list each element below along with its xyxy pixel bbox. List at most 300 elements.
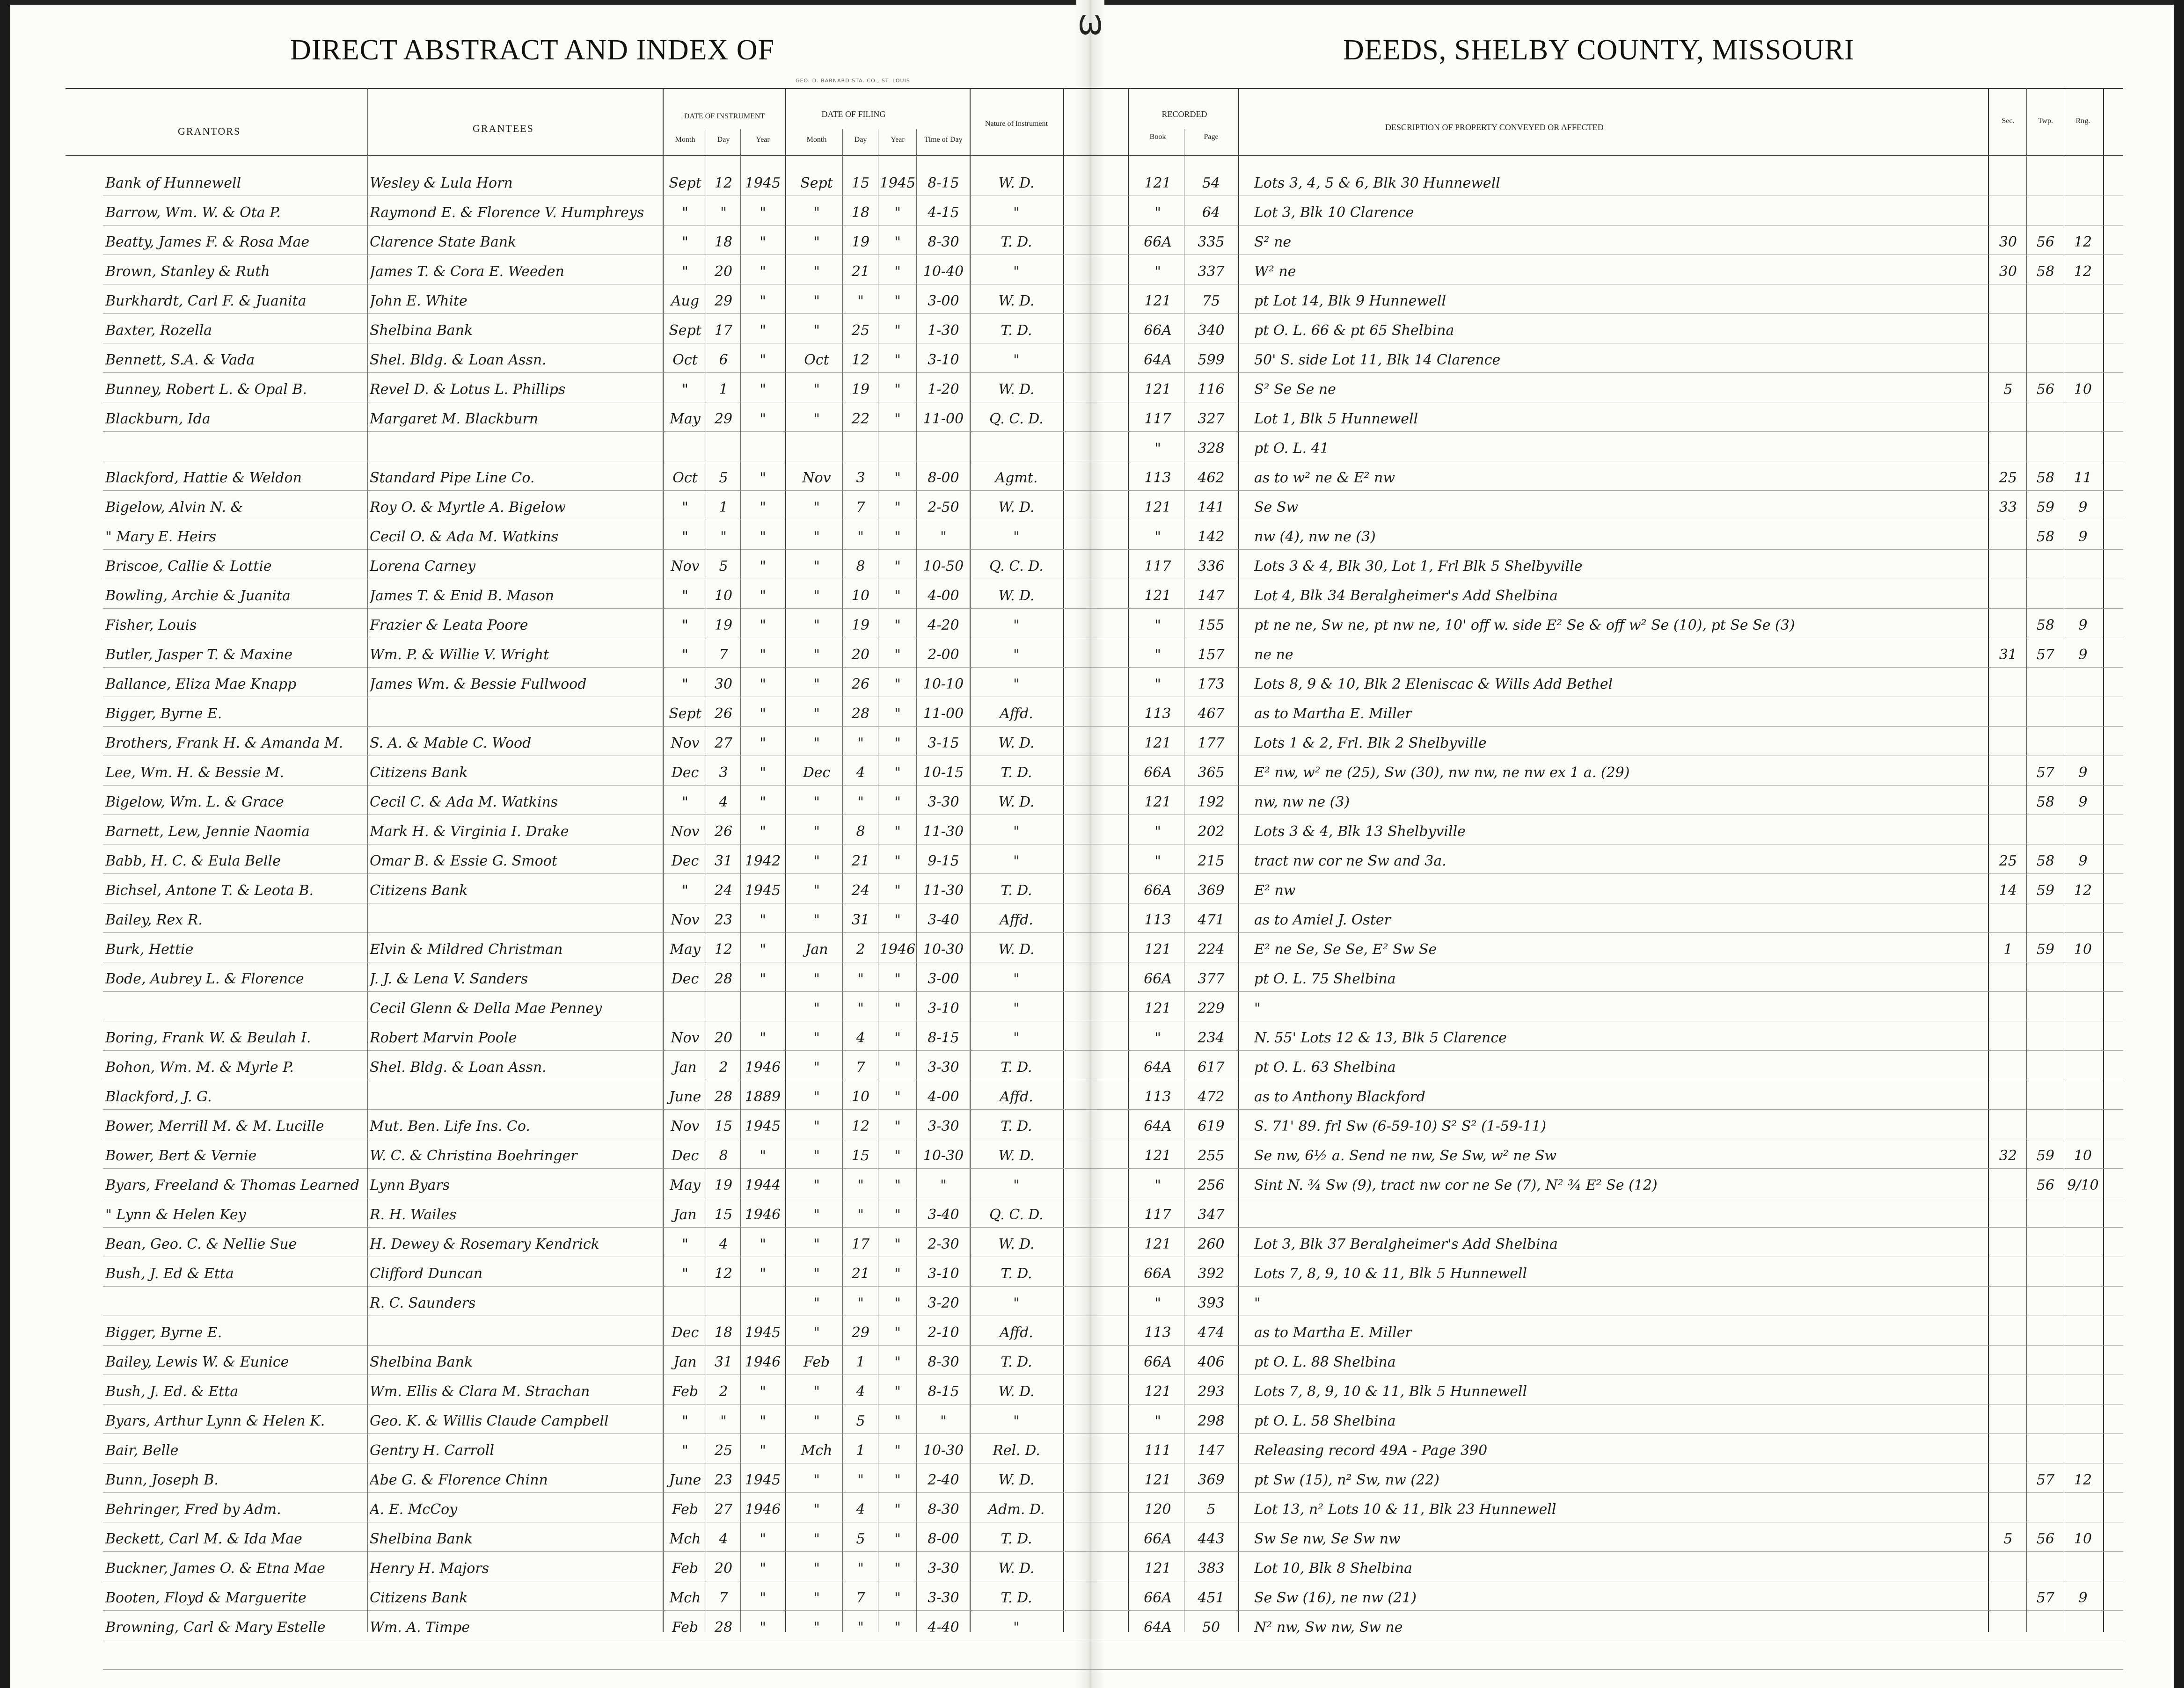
entry-iyr: 1945	[745, 1324, 781, 1341]
entry-book: 66A	[1144, 234, 1172, 250]
entry-fday: 15	[851, 1148, 870, 1164]
entry-page: 147	[1198, 1442, 1225, 1459]
entry-book: 64A	[1144, 1118, 1172, 1135]
entry-iyr: 1944	[745, 1177, 781, 1193]
entry-imon: Feb	[672, 1619, 699, 1636]
entry-grantee: James T. & Cora E. Weeden	[370, 263, 564, 280]
ledger-entry	[0, 822, 2184, 844]
entry-desc: Sint N. ¾ Sw (9), tract nw cor ne Se (7), N² ¾ E² Se (12)	[1254, 1177, 1658, 1193]
entry-book: 117	[1144, 1207, 1171, 1223]
entry-desc: W² ne	[1254, 263, 1296, 280]
entry-nature: "	[1013, 204, 1020, 221]
col-header-grantors: GRANTORS	[178, 125, 241, 137]
ledger-entry	[0, 999, 2184, 1021]
entry-fday: 12	[851, 352, 870, 368]
entry-grantee: Mark H. & Virginia I. Drake	[370, 823, 569, 840]
entry-rng: 9	[2078, 1590, 2088, 1606]
entry-iday: 23	[714, 1472, 733, 1488]
entry-book: "	[1154, 676, 1161, 692]
ledger-entry	[0, 881, 2184, 903]
entry-page: 157	[1198, 647, 1225, 663]
entry-grantor: Bigger, Byrne E.	[105, 706, 222, 722]
entry-nature: T. D.	[1001, 322, 1032, 339]
entry-grantee: Shelbina Bank	[370, 1531, 473, 1547]
entry-fmon: "	[813, 794, 820, 810]
entry-twp: 59	[2036, 941, 2055, 958]
entry-fyr: "	[894, 706, 901, 722]
entry-fyr: "	[894, 234, 901, 250]
entry-grantor: Bennett, S.A. & Vada	[105, 352, 255, 368]
entry-page: 336	[1198, 558, 1225, 575]
entry-time: 10-40	[923, 263, 964, 280]
entry-sec: 30	[1999, 263, 2017, 280]
entry-book: 64A	[1144, 352, 1172, 368]
entry-grantor: Butler, Jasper T. & Maxine	[105, 647, 293, 663]
entry-grantee: Lorena Carney	[370, 558, 476, 575]
entry-grantor: Brothers, Frank H. & Amanda M.	[105, 735, 343, 751]
entry-desc: Se nw, 6½ a. Send ne nw, Se Sw, w² ne Sw	[1254, 1148, 1557, 1164]
entry-page: 173	[1198, 676, 1225, 692]
entry-iday: 6	[719, 352, 728, 368]
entry-fday: 22	[851, 411, 870, 427]
entry-page: 255	[1198, 1148, 1225, 1164]
entry-imon: "	[682, 1442, 688, 1459]
entry-desc: nw, nw ne (3)	[1254, 794, 1350, 810]
entry-nature: T. D.	[1001, 1354, 1032, 1370]
entry-fyr: "	[894, 529, 901, 545]
entry-page: 116	[1198, 381, 1225, 398]
entry-fmon: "	[813, 706, 820, 722]
entry-nature: T. D.	[1001, 764, 1032, 781]
entry-iyr: "	[760, 1619, 766, 1636]
entry-desc: Se Sw (16), ne nw (21)	[1254, 1590, 1417, 1606]
entry-page: 369	[1198, 1472, 1225, 1488]
entry-fday: 18	[851, 204, 870, 221]
entry-grantee: Cecil O. & Ada M. Watkins	[370, 529, 559, 545]
entry-grantee: Roy O. & Myrtle A. Bigelow	[370, 499, 566, 516]
entry-rng: 9	[2078, 794, 2088, 810]
entry-fday: 4	[856, 1030, 865, 1046]
entry-page: 335	[1198, 234, 1225, 250]
ledger-entry	[0, 1117, 2184, 1139]
entry-iday: 5	[719, 470, 728, 486]
entry-page: 224	[1198, 941, 1225, 958]
entry-book: 121	[1144, 588, 1171, 604]
entry-fyr: "	[894, 676, 901, 692]
entry-desc: Lots 1 & 2, Frl. Blk 2 Shelbyville	[1254, 735, 1487, 751]
col-header-date-instrument: DATE OF INSTRUMENT	[684, 112, 765, 120]
entry-twp: 57	[2036, 764, 2055, 781]
entry-grantor: Bode, Aubrey L. & Florence	[105, 971, 304, 987]
entry-grantor: Bigelow, Wm. L. & Grace	[105, 794, 284, 810]
entry-fmon: "	[813, 1118, 820, 1135]
entry-imon: Dec	[671, 1324, 699, 1341]
entry-book: "	[1154, 617, 1161, 633]
entry-grantee: Citizens Bank	[370, 1590, 468, 1606]
entry-nature: T. D.	[1001, 1590, 1032, 1606]
entry-desc: Lot 13, n² Lots 10 & 11, Blk 23 Hunnewell	[1254, 1501, 1556, 1518]
entry-desc: Lot 4, Blk 34 Beralgheimer's Add Shelbina	[1254, 588, 1558, 604]
entry-page: 202	[1198, 823, 1225, 840]
entry-grantor: Browning, Carl & Mary Estelle	[105, 1619, 326, 1636]
entry-book: 66A	[1144, 1590, 1172, 1606]
entry-grantor: Bailey, Lewis W. & Eunice	[105, 1354, 289, 1370]
entry-iday: 19	[714, 1177, 733, 1193]
ledger-entry	[0, 911, 2184, 932]
entry-fmon: "	[813, 912, 820, 928]
entry-nature: T. D.	[1001, 234, 1032, 250]
ledger-entry	[0, 1559, 2184, 1581]
entry-fday: 7	[856, 1590, 865, 1606]
entry-iyr: "	[760, 470, 766, 486]
entry-grantee: Abe G. & Florence Chinn	[370, 1472, 548, 1488]
entry-nature: T. D.	[1001, 1266, 1032, 1282]
col-header-grantees: GRANTEES	[473, 123, 534, 134]
entry-iyr: "	[760, 1030, 766, 1046]
entry-grantor: Bower, Bert & Vernie	[105, 1148, 257, 1164]
entry-desc: pt O. L. 58 Shelbina	[1254, 1413, 1396, 1429]
entry-iday: "	[720, 204, 727, 221]
col-header-time: Time of Day	[924, 136, 963, 144]
col-header-fil-year: Year	[891, 136, 905, 144]
entry-nature: Q. C. D.	[989, 1207, 1044, 1223]
entry-iyr: 1945	[745, 1118, 781, 1135]
entry-book: "	[1154, 647, 1161, 663]
ledger-entry	[0, 1618, 2184, 1640]
entry-page: 337	[1198, 263, 1225, 280]
entry-grantee: H. Dewey & Rosemary Kendrick	[370, 1236, 599, 1252]
entry-grantee: Citizens Bank	[370, 764, 468, 781]
entry-fyr: "	[894, 1089, 901, 1105]
entry-imon: Sept	[669, 322, 701, 339]
entry-grantor: Bair, Belle	[105, 1442, 179, 1459]
entry-grantee: Shelbina Bank	[370, 322, 473, 339]
entry-fmon: "	[813, 1089, 820, 1105]
entry-fmon: "	[813, 735, 820, 751]
entry-book: "	[1154, 1030, 1161, 1046]
entry-grantor: Baxter, Rozella	[105, 322, 212, 339]
entry-imon: Oct	[672, 352, 698, 368]
ledger-entry	[0, 469, 2184, 490]
entry-imon: Nov	[671, 912, 700, 928]
entry-grantee: Shelbina Bank	[370, 1354, 473, 1370]
entry-grantee: Cecil C. & Ada M. Watkins	[370, 794, 558, 810]
entry-nature: W. D.	[998, 588, 1035, 604]
entry-grantee: Clarence State Bank	[370, 234, 517, 250]
entry-rng: 9	[2078, 529, 2088, 545]
entry-fyr: "	[894, 912, 901, 928]
entry-fmon: "	[813, 204, 820, 221]
ledger-entry	[0, 764, 2184, 785]
ledger-entry	[0, 1412, 2184, 1433]
entry-book: "	[1154, 529, 1161, 545]
entry-iday: 7	[719, 647, 728, 663]
entry-page: 147	[1198, 588, 1225, 604]
entry-grantee: R. C. Saunders	[370, 1295, 476, 1311]
entry-fyr: "	[894, 1501, 901, 1518]
entry-fmon: "	[813, 529, 820, 545]
ledger-entry	[0, 204, 2184, 225]
entry-fyr: "	[894, 588, 901, 604]
entry-grantor: Fisher, Louis	[105, 617, 197, 633]
entry-desc: pt O. L. 66 & pt 65 Shelbina	[1254, 322, 1454, 339]
entry-imon: Jan	[673, 1059, 697, 1076]
entry-iday: 4	[719, 1531, 728, 1547]
entry-fmon: "	[813, 1501, 820, 1518]
entry-sec: 33	[1999, 499, 2017, 516]
entry-time: 3-20	[928, 1295, 959, 1311]
entry-iyr: 1945	[745, 882, 781, 899]
entry-iday: 31	[714, 1354, 733, 1370]
entry-grantee: Citizens Bank	[370, 882, 468, 899]
ledger-entry	[0, 1206, 2184, 1227]
entry-iday: 18	[714, 1324, 733, 1341]
entry-fyr: "	[894, 411, 901, 427]
entry-fyr: 1945	[879, 175, 916, 191]
entry-fday: 8	[856, 823, 865, 840]
entry-desc: "	[1254, 1000, 1261, 1017]
entry-desc: as to Martha E. Miller	[1254, 1324, 1412, 1341]
entry-time: 8-30	[928, 1354, 959, 1370]
entry-fmon: "	[813, 293, 820, 309]
entry-page: 54	[1202, 175, 1220, 191]
entry-sec: 25	[1999, 470, 2017, 486]
entry-page: 177	[1198, 735, 1225, 751]
entry-iday: "	[720, 1413, 727, 1429]
entry-fmon: "	[813, 1295, 820, 1311]
ledger-entry	[0, 705, 2184, 726]
entry-fmon: "	[813, 1000, 820, 1017]
entry-iday: 31	[714, 853, 733, 869]
entry-page: 234	[1198, 1030, 1225, 1046]
ledger-entry	[0, 1029, 2184, 1050]
col-header-rng: Rng.	[2075, 117, 2090, 125]
entry-time: 10-30	[923, 1148, 964, 1164]
entry-desc: as to w² ne & E² nw	[1254, 470, 1395, 486]
entry-grantor: Bigelow, Alvin N. &	[105, 499, 243, 516]
entry-fmon: Nov	[802, 470, 831, 486]
entry-rng: 12	[2074, 882, 2092, 899]
entry-grantor: Bohon, Wm. M. & Myrle P.	[105, 1059, 294, 1076]
entry-nature: Q. C. D.	[989, 411, 1044, 427]
entry-fyr: "	[894, 1619, 901, 1636]
entry-time: 3-40	[928, 1207, 959, 1223]
entry-fmon: Jan	[805, 941, 828, 958]
ledger-entry	[0, 1530, 2184, 1551]
entry-grantor: Blackford, Hattie & Weldon	[105, 470, 302, 486]
entry-twp: 57	[2036, 1472, 2055, 1488]
entry-sec: 14	[1999, 882, 2017, 899]
ledger-entry	[0, 970, 2184, 991]
ledger-entry	[0, 321, 2184, 343]
entry-grantor: Boring, Frank W. & Beulah I.	[105, 1030, 311, 1046]
entry-page: 467	[1198, 706, 1225, 722]
entry-time: 10-15	[923, 764, 964, 781]
entry-time: "	[940, 1413, 947, 1429]
entry-grantor: Burk, Hettie	[105, 941, 194, 958]
entry-grantee: Lynn Byars	[370, 1177, 450, 1193]
entry-fyr: "	[894, 1590, 901, 1606]
entry-time: 3-10	[928, 1266, 959, 1282]
entry-imon: Feb	[672, 1501, 699, 1518]
entry-rng: 9	[2078, 853, 2088, 869]
ledger-entry	[0, 616, 2184, 638]
entry-book: 120	[1144, 1501, 1171, 1518]
entry-grantor: Babb, H. C. & Eula Belle	[105, 853, 281, 869]
entry-nature: W. D.	[998, 794, 1035, 810]
entry-imon: "	[682, 204, 688, 221]
entry-sec: 5	[2003, 1531, 2013, 1547]
entry-fday: 31	[851, 912, 870, 928]
entry-fday: 4	[856, 764, 865, 781]
entry-imon: "	[682, 588, 688, 604]
entry-grantee: Revel D. & Lotus L. Phillips	[370, 381, 566, 398]
entry-iyr: "	[760, 381, 766, 398]
entry-iday: 1	[719, 499, 728, 516]
entry-fyr: "	[894, 263, 901, 280]
entry-imon: May	[670, 1177, 701, 1193]
entry-grantor: Barnett, Lew, Jennie Naomia	[105, 823, 310, 840]
entry-imon: "	[682, 234, 688, 250]
entry-page: 471	[1198, 912, 1225, 928]
page-title-right: DEEDS, SHELBY COUNTY, MISSOURI	[1343, 34, 1855, 66]
ledger-entry	[0, 233, 2184, 255]
entry-time: 3-30	[928, 1590, 959, 1606]
entry-nature: Affd.	[1000, 706, 1033, 722]
col-header-description: DESCRIPTION OF PROPERTY CONVEYED OR AFFECTED	[1385, 123, 1604, 132]
entry-fyr: "	[894, 204, 901, 221]
entry-iyr: "	[760, 823, 766, 840]
entry-fmon: "	[813, 1383, 820, 1400]
ledger-entry	[0, 646, 2184, 667]
entry-nature: W. D.	[998, 1148, 1035, 1164]
ledger-entry	[0, 1471, 2184, 1492]
entry-iyr: "	[760, 529, 766, 545]
entry-fyr: "	[894, 1266, 901, 1282]
entry-iyr: "	[760, 293, 766, 309]
entry-nature: W. D.	[998, 735, 1035, 751]
entry-grantee: Shel. Bldg. & Loan Assn.	[370, 352, 547, 368]
entry-fyr: "	[894, 322, 901, 339]
entry-iday: 18	[714, 234, 733, 250]
entry-page: 256	[1198, 1177, 1225, 1193]
entry-iday: 20	[714, 1030, 733, 1046]
entry-fyr: "	[894, 499, 901, 516]
entry-iday: 20	[714, 1560, 733, 1577]
entry-book: 66A	[1144, 1266, 1172, 1282]
entry-fmon: Sept	[800, 175, 833, 191]
entry-nature: W. D.	[998, 381, 1035, 398]
entry-time: 2-10	[928, 1324, 959, 1341]
ledger-entry	[0, 292, 2184, 313]
entry-time: 10-50	[923, 558, 964, 575]
entry-twp: 58	[2036, 470, 2055, 486]
entry-desc: Lots 3 & 4, Blk 13 Shelbyville	[1254, 823, 1466, 840]
entry-grantee: Wm. P. & Willie V. Wright	[370, 647, 549, 663]
entry-imon: Nov	[671, 558, 700, 575]
entry-iyr: 1942	[745, 853, 781, 869]
entry-book: "	[1154, 440, 1161, 457]
ledger-entry	[0, 174, 2184, 196]
entry-desc: pt ne ne, Sw ne, pt nw ne, 10' off w. side E² Se & off w² Se (10), pt Se Se (3)	[1254, 617, 1795, 633]
entry-fyr: "	[894, 823, 901, 840]
entry-iday: 30	[714, 676, 733, 692]
entry-twp: 56	[2036, 381, 2055, 398]
entry-fday: 4	[856, 1501, 865, 1518]
entry-grantor: Blackford, J. G.	[105, 1089, 212, 1105]
entry-nature: Affd.	[1000, 912, 1033, 928]
entry-time: "	[940, 1177, 947, 1193]
entry-nature: Agmt.	[995, 470, 1038, 486]
entry-page: 462	[1198, 470, 1225, 486]
entry-nature: W. D.	[998, 499, 1035, 516]
ledger-entry	[0, 1353, 2184, 1375]
entry-time: 11-00	[923, 411, 964, 427]
entry-nature: T. D.	[1001, 1531, 1032, 1547]
entry-iday: 25	[714, 1442, 733, 1459]
entry-fyr: "	[894, 1560, 901, 1577]
entry-page: 365	[1198, 764, 1225, 781]
entry-time: 3-10	[928, 352, 959, 368]
entry-fday: 4	[856, 1383, 865, 1400]
entry-grantor: Lee, Wm. H. & Bessie M.	[105, 764, 285, 781]
entry-book: 117	[1144, 558, 1171, 575]
entry-book: 121	[1144, 1383, 1171, 1400]
entry-iyr: "	[760, 971, 766, 987]
entry-sec: 31	[1999, 647, 2017, 663]
entry-iday: 12	[714, 941, 733, 958]
entry-iyr: "	[760, 1383, 766, 1400]
entry-iday: 5	[719, 558, 728, 575]
entry-book: 113	[1144, 1324, 1171, 1341]
entry-grantor: Booten, Floyd & Marguerite	[105, 1590, 307, 1606]
entry-iyr: "	[760, 1266, 766, 1282]
entry-fyr: "	[894, 1236, 901, 1252]
entry-iday: 12	[714, 175, 733, 191]
entry-grantor: Bower, Merrill M. & M. Lucille	[105, 1118, 324, 1135]
entry-fyr: "	[894, 1324, 901, 1341]
entry-page: 260	[1198, 1236, 1225, 1252]
entry-fmon: "	[813, 971, 820, 987]
entry-grantee: Gentry H. Carroll	[370, 1442, 494, 1459]
entry-book: 66A	[1144, 1354, 1172, 1370]
entry-grantee: James T. & Enid B. Mason	[370, 588, 555, 604]
entry-imon: Dec	[671, 853, 699, 869]
entry-page: 406	[1198, 1354, 1225, 1370]
entry-iyr: "	[760, 912, 766, 928]
entry-iyr: "	[760, 1413, 766, 1429]
entry-nature: "	[1013, 647, 1020, 663]
entry-fmon: Dec	[803, 764, 831, 781]
entry-nature: "	[1013, 1619, 1020, 1636]
entry-book: 121	[1144, 1000, 1171, 1017]
ledger-entry	[0, 1441, 2184, 1463]
entry-book: 121	[1144, 941, 1171, 958]
entry-grantor: " Mary E. Heirs	[105, 529, 216, 545]
entry-grantor: Beckett, Carl M. & Ida Mae	[105, 1531, 302, 1547]
entry-grantor: Burkhardt, Carl F. & Juanita	[105, 293, 307, 309]
entry-grantee: Cecil Glenn & Della Mae Penney	[370, 1000, 602, 1017]
entry-time: 2-00	[928, 647, 959, 663]
entry-imon: "	[682, 676, 688, 692]
entry-iyr: "	[760, 764, 766, 781]
entry-page: 192	[1198, 794, 1225, 810]
entry-iday: 26	[714, 823, 733, 840]
entry-imon: Nov	[671, 823, 700, 840]
entry-imon: Jan	[673, 1207, 697, 1223]
entry-desc: N. 55' Lots 12 & 13, Blk 5 Clarence	[1254, 1030, 1507, 1046]
entry-time: 8-30	[928, 234, 959, 250]
